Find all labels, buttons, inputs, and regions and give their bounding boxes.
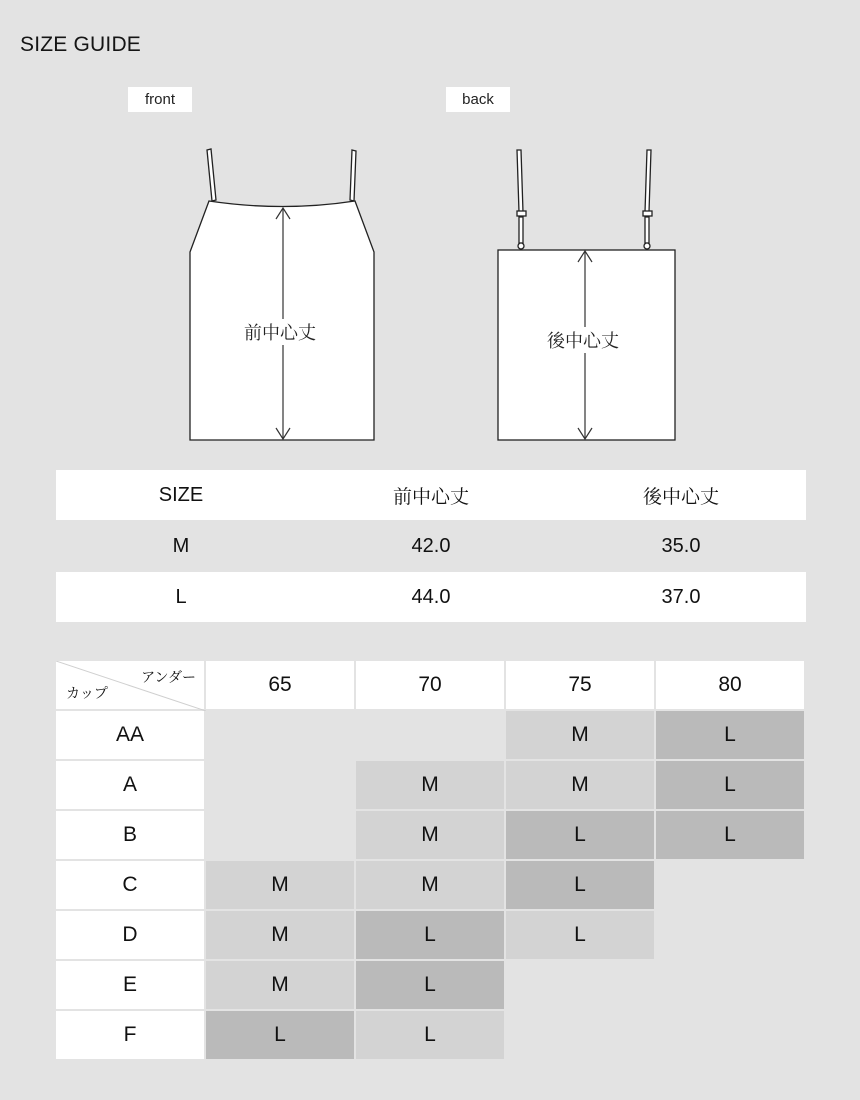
under-bust-label: アンダー (141, 670, 196, 686)
header-size: SIZE (158, 483, 204, 506)
header-back-length: 後中心丈 (642, 485, 719, 508)
size-recommendation-cell: L (505, 910, 655, 960)
front-view-label: front (128, 87, 192, 112)
back-length-cell: 37.0 (661, 585, 701, 608)
front-length-label: 前中心丈 (242, 319, 318, 345)
measurement-header-row (56, 470, 806, 520)
size-recommendation-cell (655, 1010, 805, 1060)
size-recommendation-cell (655, 910, 805, 960)
size-recommendation-cell (505, 1010, 655, 1060)
front-garment-drawing (190, 149, 374, 440)
cup-row-header: F (55, 1010, 205, 1060)
cup-row-header: A (55, 760, 205, 810)
size-recommendation-cell: L (655, 710, 805, 760)
corner-header-cell (55, 660, 205, 710)
size-recommendation-cell: M (205, 960, 355, 1010)
cup-row-header: C (55, 860, 205, 910)
size-recommendation-cell: L (355, 910, 505, 960)
back-view-label: back (446, 87, 510, 112)
size-recommendation-cell: L (205, 1010, 355, 1060)
size-recommendation-cell (505, 960, 655, 1010)
under-header-75: 75 (505, 660, 655, 710)
cup-row-header: E (55, 960, 205, 1010)
size-recommendation-cell: M (355, 810, 505, 860)
size-recommendation-cell (205, 810, 355, 860)
size-recommendation-cell: M (205, 910, 355, 960)
cup-label: カップ (66, 686, 108, 702)
front-length-cell: 42.0 (411, 534, 451, 557)
size-recommendation-cell: L (655, 810, 805, 860)
cup-row-header: AA (55, 710, 205, 760)
size-cell: M (172, 534, 190, 557)
under-header-80: 80 (655, 660, 805, 710)
cup-row-header: B (55, 810, 205, 860)
measurement-row-m (56, 521, 806, 571)
back-length-label: 後中心丈 (545, 327, 621, 353)
cup-size-table (55, 660, 805, 1060)
measurement-row-l (56, 572, 806, 622)
size-recommendation-cell: M (505, 710, 655, 760)
back-garment-drawing (498, 150, 675, 440)
under-header-70: 70 (355, 660, 505, 710)
size-recommendation-cell: L (355, 960, 505, 1010)
measurement-table (56, 470, 806, 622)
size-recommendation-cell (655, 860, 805, 910)
garment-illustration (0, 0, 860, 460)
size-recommendation-cell: M (355, 760, 505, 810)
size-recommendation-cell (655, 960, 805, 1010)
size-recommendation-cell: M (505, 760, 655, 810)
under-header-65: 65 (205, 660, 355, 710)
size-recommendation-cell (355, 710, 505, 760)
size-recommendation-cell (205, 710, 355, 760)
size-recommendation-cell: L (355, 1010, 505, 1060)
cup-row-header: D (55, 910, 205, 960)
size-recommendation-cell: M (205, 860, 355, 910)
size-recommendation-cell: L (655, 760, 805, 810)
size-recommendation-cell (205, 760, 355, 810)
front-length-cell: 44.0 (411, 585, 451, 608)
size-cell: L (175, 585, 187, 608)
size-recommendation-cell: L (505, 860, 655, 910)
header-front-length: 前中心丈 (392, 485, 469, 508)
size-recommendation-cell: M (355, 860, 505, 910)
size-recommendation-cell: L (505, 810, 655, 860)
page-title: SIZE GUIDE (20, 33, 142, 56)
back-length-cell: 35.0 (661, 534, 701, 557)
